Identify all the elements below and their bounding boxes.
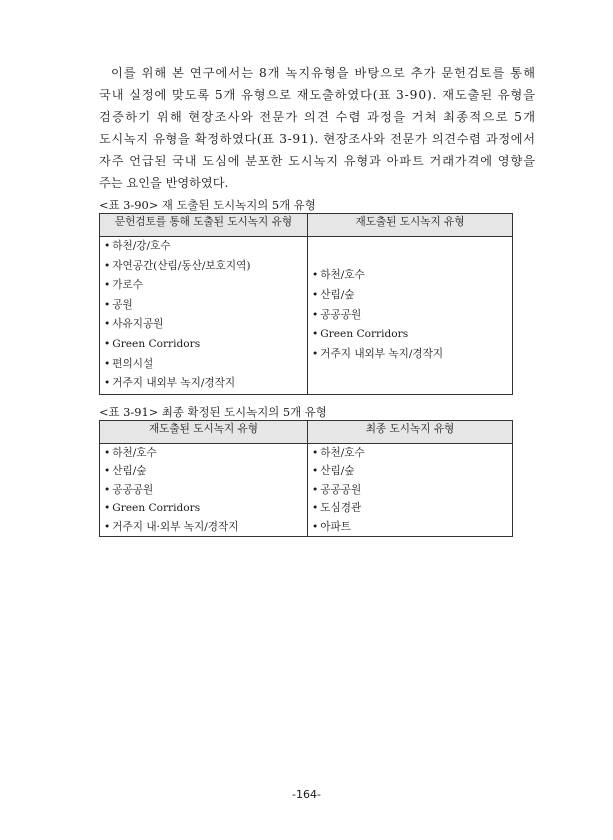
list-item: • 산림/숲 bbox=[104, 462, 303, 480]
list-item: • 편의시설 bbox=[104, 355, 303, 375]
table2-left-list bbox=[104, 444, 303, 536]
paragraph-line: 도시녹지 유형을 확정하였다(표 3-91). 현장조사와 전문가 의견수렴 과정에서 bbox=[99, 132, 536, 146]
list-item: • 사유지공원 bbox=[104, 315, 303, 335]
table1 bbox=[99, 213, 513, 395]
list-item: • Green Corridors bbox=[312, 325, 508, 345]
list-item: • Green Corridors bbox=[104, 499, 303, 517]
list-item: • 공공공원 bbox=[312, 481, 508, 499]
list-item: • 자연공간(산림/동산/보호지역) bbox=[104, 257, 303, 277]
table1-right-cell bbox=[308, 237, 513, 395]
list-item: • 가로수 bbox=[104, 276, 303, 296]
paragraph-line: 주는 요인을 반영하였다. bbox=[99, 176, 229, 190]
list-item: • 거주지 내·외부 녹지/경작지 bbox=[104, 518, 303, 536]
list-item: • 아파트 bbox=[312, 518, 508, 536]
table1-left-list bbox=[104, 237, 303, 394]
list-item: • 거주지 내외부 녹지/경작지 bbox=[104, 374, 303, 394]
paragraph-line: 국내 실정에 맞도록 5개 유형으로 재도출하였다(표 3-90). 재도출된 유형을 bbox=[99, 88, 536, 102]
table2-right-cell bbox=[308, 444, 513, 537]
list-item: • 하천/호수 bbox=[312, 444, 508, 462]
paragraph-line: 이를 위해 본 연구에서는 8개 녹지유형을 바탕으로 추가 문헌검토를 통해 bbox=[111, 66, 537, 80]
table1-header-right: 재도출된 도시녹지 유형 bbox=[308, 214, 513, 237]
table2-header-row bbox=[100, 421, 513, 444]
table2-body-row bbox=[100, 444, 513, 537]
list-item: • 도심경관 bbox=[312, 499, 508, 517]
table2-left-cell bbox=[100, 444, 308, 537]
list-item: • 공공공원 bbox=[312, 306, 508, 326]
list-item: • 산림/숲 bbox=[312, 462, 508, 480]
table1-left-cell bbox=[100, 237, 308, 395]
list-item: • 하천/호수 bbox=[312, 266, 508, 286]
table1-caption: <표 3-90> 재 도출된 도시녹지의 5개 유형 bbox=[99, 198, 316, 212]
list-item: • 산림/숲 bbox=[312, 286, 508, 306]
paragraph-line: 자주 언급된 국내 도심에 분포한 도시녹지 유형과 아파트 거래가격에 영향을 bbox=[99, 154, 536, 168]
table1-right-list bbox=[312, 266, 508, 364]
table2-caption: <표 3-91> 최종 확정된 도시녹지의 5개 유형 bbox=[99, 405, 327, 419]
list-item: • 공공공원 bbox=[104, 481, 303, 499]
paragraph-line: 검증하기 위해 현장조사와 전문가 의견 수렴 과정을 거쳐 최종적으로 5개 bbox=[99, 110, 537, 124]
table2 bbox=[99, 420, 513, 537]
body-paragraph bbox=[99, 62, 535, 194]
list-item: • 공원 bbox=[104, 296, 303, 316]
page-number: -164- bbox=[292, 788, 321, 801]
table1-body-row bbox=[100, 237, 513, 395]
list-item: • 거주지 내외부 녹지/경작지 bbox=[312, 345, 508, 365]
list-item: • Green Corridors bbox=[104, 335, 303, 355]
table2-header-right: 최종 도시녹지 유형 bbox=[308, 421, 513, 444]
table1-header-row bbox=[100, 214, 513, 237]
table2-right-list bbox=[312, 444, 508, 536]
list-item: • 하천/호수 bbox=[104, 444, 303, 462]
table1-header-left: 문헌검토를 통해 도출된 도시녹지 유형 bbox=[100, 214, 308, 237]
list-item: • 하천/강/호수 bbox=[104, 237, 303, 257]
table2-header-left: 재도출된 도시녹지 유형 bbox=[100, 421, 308, 444]
